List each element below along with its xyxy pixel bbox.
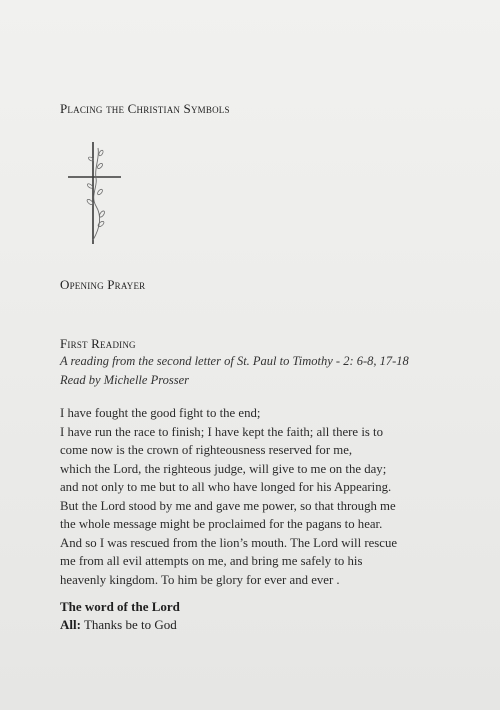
reading-line: and not only to me but to all who have longed for his Appearing. — [60, 480, 392, 494]
reading-source: A reading from the second letter of St. Paul to Timothy - 2: 6-8, 17-18 — [60, 354, 409, 368]
response-text: Thanks be to God — [80, 617, 177, 632]
reading-line: the whole message might be proclaimed for the pagans to hear. — [60, 517, 383, 531]
reading-line: And so I was rescued from the lion’s mouth. The Lord will rescue — [60, 535, 398, 550]
first-reading-heading: First Reading — [60, 336, 136, 351]
reading-line: heavenly kingdom. To him be glory for ever and ever . — [60, 572, 340, 587]
reader-name: Read by Michelle Prosser — [60, 373, 190, 387]
reading-line: which the Lord, the righteous judge, will give to me on the day; — [60, 461, 387, 476]
opening-prayer-heading: Opening Prayer — [60, 277, 146, 292]
symbols-heading: Placing the Christian Symbols — [60, 101, 230, 116]
congregation-response — [60, 616, 180, 634]
reading-line: me from all evil attempts on me, and bring me safely to his — [60, 554, 363, 568]
reading-line: I have run the race to finish; I have kept the faith; all there is to — [60, 424, 384, 439]
word-of-the-lord: The word of the Lord — [60, 599, 180, 614]
closing-acclamation — [60, 598, 180, 634]
response-prefix: All: — [60, 617, 81, 632]
reading-text — [60, 404, 480, 589]
cross-with-vine-icon — [66, 142, 126, 248]
reading-line: But the Lord stood by me and gave me power, so that through me — [60, 498, 396, 513]
reading-line: come now is the crown of righteousness reserved for me, — [60, 443, 353, 457]
reading-line: I have fought the good fight to the end; — [60, 406, 261, 420]
